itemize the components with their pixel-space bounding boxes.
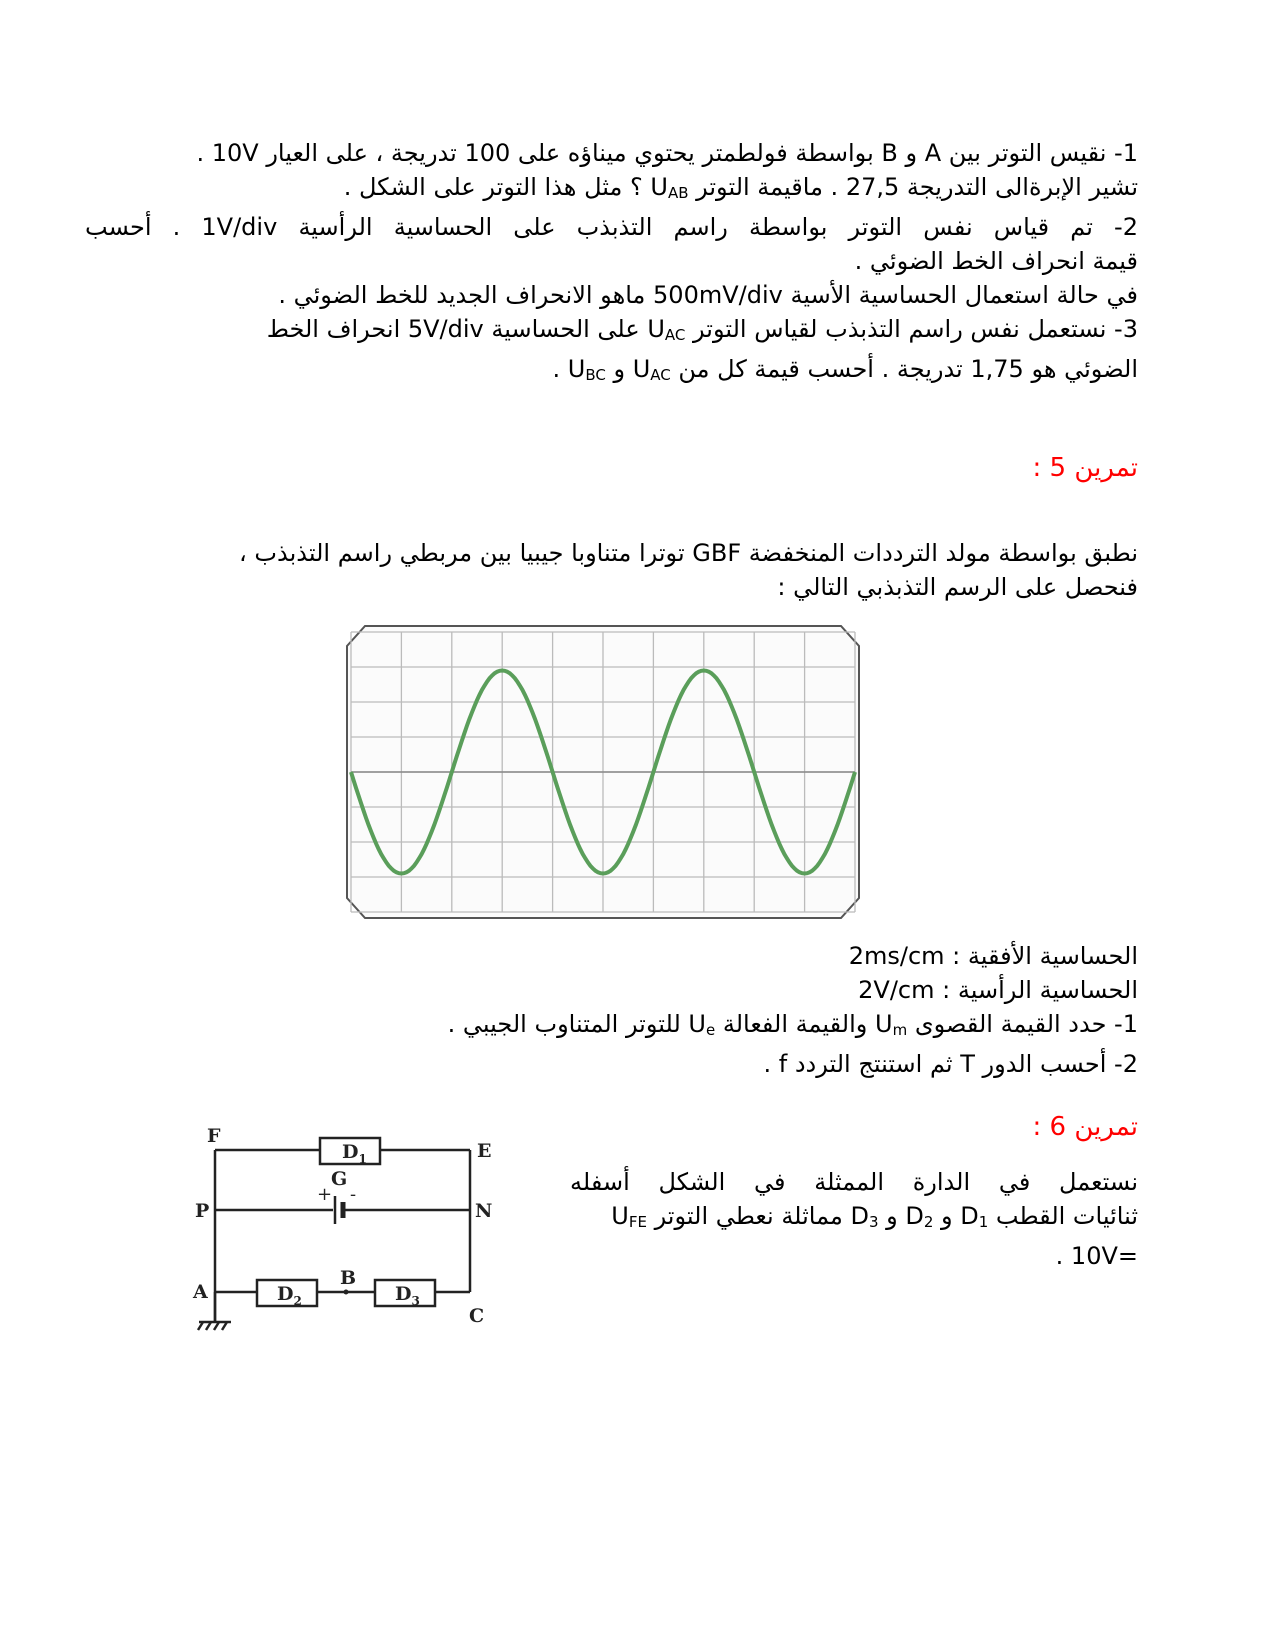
dipole-d2 bbox=[257, 1280, 317, 1308]
battery-plus: + bbox=[317, 1184, 333, 1205]
ex4-line6: 3- نستعمل نفس راسم التذبذب لقياس التوتر $U_{AC}$ على الحساسية 5V/div انحراف الخط bbox=[266, 315, 1138, 344]
exercise5-questions bbox=[238, 939, 1138, 1081]
exercise5-title: تمرين 5 : bbox=[1032, 453, 1138, 483]
node-a: A bbox=[193, 1281, 208, 1303]
svg-text:D2: $D_2$ bbox=[277, 1283, 302, 1308]
svg-text:D1: $D_1$ bbox=[342, 1141, 367, 1166]
ex4-line4: قيمة انحراف الخط الضوئي . bbox=[854, 247, 1138, 275]
node-c: C bbox=[469, 1305, 485, 1327]
horizontal-sensitivity: الحساسية الأفقية : 2ms/cm bbox=[848, 942, 1138, 970]
exercise4-text bbox=[85, 136, 1138, 392]
node-p: P bbox=[195, 1200, 210, 1222]
ex5-question2: 2- أحسب الدور T ثم استنتج التردد f . bbox=[763, 1050, 1138, 1078]
node-b: B bbox=[340, 1267, 357, 1289]
circuit-diagram bbox=[193, 1125, 525, 1375]
ex4-line5: في حالة استعمال الحساسية الأسية 500mV/div ماهو الانحراف الجديد للخط الضوئي . bbox=[278, 281, 1138, 309]
node-e: E bbox=[477, 1140, 492, 1162]
dipole-d1 bbox=[320, 1138, 380, 1166]
ex4-line1: 1- نقيس التوتر بين A و B بواسطة فولطمتر يحتوي ميناؤه على 100 تدريجة ، على العيار 10V . bbox=[196, 139, 1138, 167]
node-f: F bbox=[207, 1125, 221, 1147]
ex4-line2: تشير الإبرةالى التدريجة 27,5 . ماقيمة التوتر $U_{AB}$ ؟ مثل هذا التوتر على الشكل . bbox=[343, 173, 1138, 202]
dipole-d3 bbox=[375, 1280, 435, 1308]
exercise6-text bbox=[570, 1165, 1138, 1273]
ex4-line3: 2- تم قياس نفس التوتر بواسطة راسم التذبذب على الحساسية الرأسية 1V/div . أحسب bbox=[85, 213, 1138, 241]
node-g: G bbox=[331, 1168, 348, 1190]
oscilloscope-screen bbox=[343, 622, 863, 922]
ex5-intro-line1: نطبق بواسطة مولد الترددات المنخفضة GBF توترا متناوبا جيبيا بين مربطي راسم التذبذب ، bbox=[239, 539, 1138, 567]
node-b-dot bbox=[344, 1290, 349, 1295]
ex6-line3: =10V . bbox=[1055, 1242, 1138, 1270]
battery-minus: - bbox=[350, 1184, 357, 1205]
ex4-line7: الضوئي هو 1,75 تدريجة . أحسب قيمة كل من $U_{AC}$ و $U_{BC}$ . bbox=[552, 355, 1138, 384]
ex6-line2: ثنائيات القطب $D_1$ و $D_2$ و $D_3$ مماثلة نعطي التوتر $U_{FE}$ bbox=[611, 1202, 1138, 1231]
svg-text:D3: $D_3$ bbox=[395, 1283, 420, 1308]
node-n: N bbox=[475, 1200, 493, 1222]
vertical-sensitivity: الحساسية الرأسية : 2V/cm bbox=[858, 976, 1138, 1004]
ex6-line1: نستعمل في الدارة الممثلة في الشكل أسفله bbox=[570, 1168, 1138, 1196]
ex5-intro-line2: فنحصل على الرسم التذبذبي التالي : bbox=[777, 573, 1138, 601]
exercise6-title: تمرين 6 : bbox=[1032, 1112, 1138, 1142]
ex5-question1: 1- حدد القيمة القصوى $U_m$ والقيمة الفعالة $U_e$ للتوتر المتناوب الجيبي . bbox=[447, 1010, 1138, 1039]
exercise5-intro bbox=[88, 536, 1138, 604]
